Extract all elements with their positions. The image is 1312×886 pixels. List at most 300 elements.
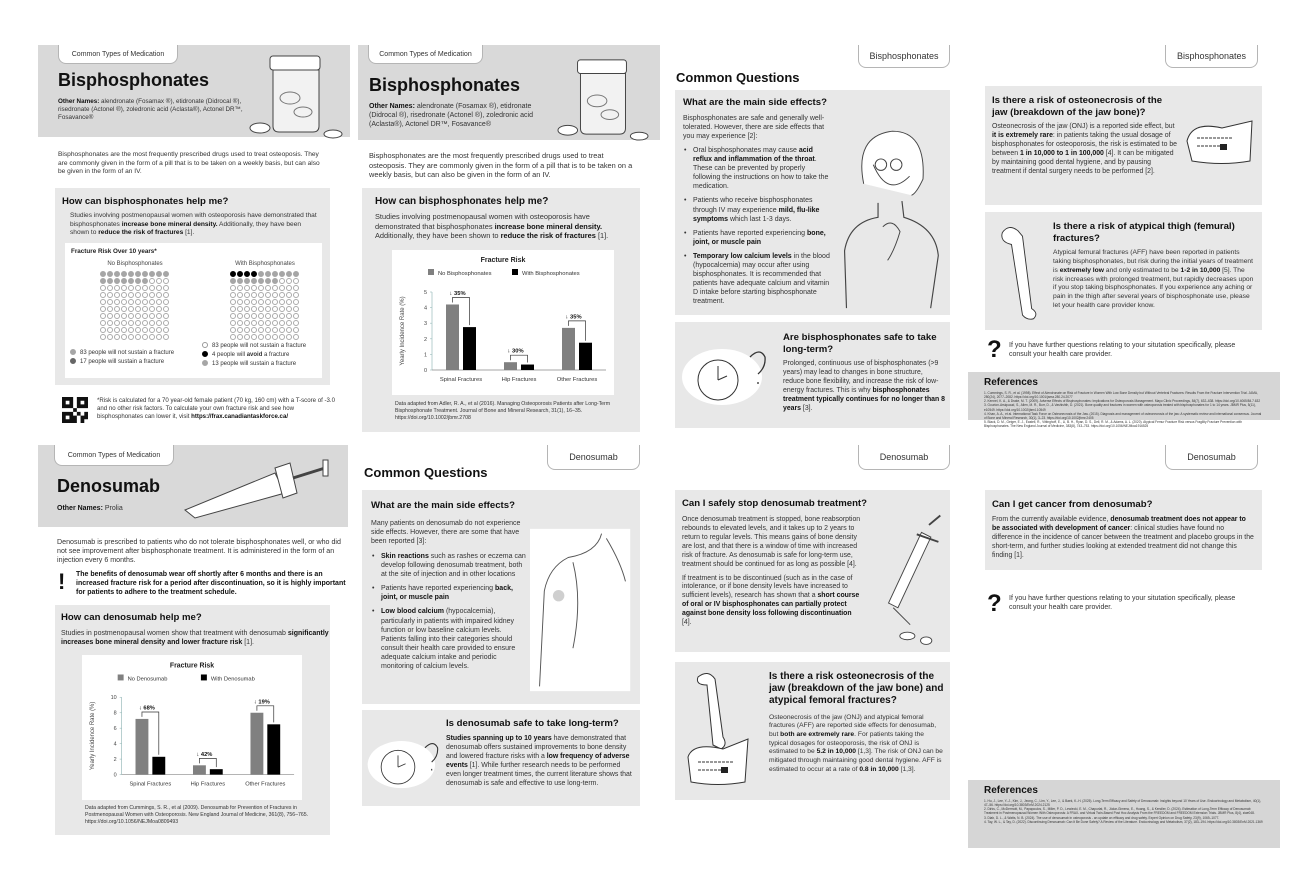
person-dot bbox=[244, 320, 250, 326]
text-segment: . These can be prevented by properly following the instructions on how to take the medication. bbox=[693, 156, 829, 191]
tab-common-types-2[interactable]: Common Types of Medication bbox=[368, 45, 483, 64]
person-dot bbox=[149, 327, 155, 333]
legend-entry bbox=[202, 342, 306, 351]
person-dot bbox=[121, 313, 127, 319]
person-dot bbox=[251, 278, 257, 284]
text-segment: *Risk is calculated for a 70 year-old female patient (70 kg, 160 cm) with a T-score of -3.0 and no other risk factors. To calculate your own fracture risk and see how bisphosphonates can lower it, visit bbox=[97, 397, 335, 420]
person-dot bbox=[107, 320, 113, 326]
person-dot bbox=[114, 334, 120, 340]
person-dot bbox=[128, 278, 134, 284]
person-dot bbox=[272, 334, 278, 340]
person-dot bbox=[272, 320, 278, 326]
legend-entry bbox=[70, 349, 174, 358]
bis-fracture-chart bbox=[392, 250, 614, 395]
page-title-den: Denosumab bbox=[57, 476, 161, 496]
text-segment: [4]. It can be mitigated by maintaining good dental hygiene, and by pausing treatment if dental surgery needs to be performed [2]. bbox=[992, 150, 1174, 176]
text-segment: bone, joint, or muscle pain bbox=[693, 229, 826, 246]
person-dot bbox=[149, 292, 155, 298]
person-dot bbox=[272, 292, 278, 298]
person-dot bbox=[156, 320, 162, 326]
y-tick-label: 3 bbox=[423, 321, 427, 328]
y-tick-label: 4 bbox=[423, 305, 427, 312]
thigh-box bbox=[985, 212, 1262, 330]
pictogram-group-label: No Bisphosphonates bbox=[107, 261, 163, 267]
den-chart-card bbox=[82, 655, 302, 800]
long-term-heading: Are bisphosphonates safe to take long-term? bbox=[783, 332, 937, 355]
text-segment: reduce the risk of fractures bbox=[500, 231, 596, 241]
y-tick-label: 4 bbox=[113, 741, 117, 748]
person-dot bbox=[237, 320, 243, 326]
person-dot bbox=[107, 285, 113, 291]
text-segment: acid reflux and inflammation of the throat bbox=[693, 146, 815, 164]
reduction-label: ↓ 42% bbox=[196, 751, 213, 758]
person-dot bbox=[135, 271, 141, 277]
other-names-2 bbox=[369, 102, 554, 129]
intro-text: Bisphosphonates are the most frequently prescribed drugs used to treat osteoposis. They are commonly given in the form of a pill that is to be taken on a weekly basis, but can also be given in the form of an IV. bbox=[58, 151, 320, 176]
person-dot bbox=[149, 271, 155, 277]
reference-item: 4. Khan, A. A., et al. International Task Force on Osteonecrosis of the Jaw. (2015). Diagnosis and management of osteonecrosis of the jaw: A systematic review and international consensus. Journal of Bone and Mineral Research, 30(1), 3–23. https://doi.org/10.1002/jbmr.2405 bbox=[984, 411, 1262, 420]
den-side-effects-intro: Many patients on denosumab do not experience side effects. However, there are some that have been reported [3]: bbox=[371, 519, 521, 545]
person-dot bbox=[100, 271, 106, 277]
person-dot bbox=[128, 306, 134, 312]
references-title: References bbox=[984, 377, 1038, 388]
person-dot bbox=[251, 306, 257, 312]
text-segment: From the currently available evidence, bbox=[992, 515, 1111, 523]
person-dot bbox=[237, 299, 243, 305]
legend-swatch bbox=[118, 674, 124, 680]
text-segment: 0.8 in 10,000 bbox=[859, 765, 899, 773]
reference-item: 1. Cummings, S. R., et al. (1998). Effect of Alendronate on Risk of Fracture in Women With Low Bone Density but Without Vertebral Fractures: Results From the Fracture Intervention Trial. JAMA, 280(24), 2077–2082. https://doi.org/10.1001/jama.280.24.2077 bbox=[984, 391, 1258, 400]
person-dot bbox=[163, 299, 169, 305]
person-dot bbox=[135, 320, 141, 326]
den-side-effects-content bbox=[371, 500, 526, 681]
woman-illustration bbox=[835, 115, 945, 310]
y-tick-label: 0 bbox=[423, 368, 427, 374]
text-segment: reduce the risk of fractures bbox=[98, 229, 184, 237]
text-segment: Atypical femural fractures (AFF) have been reported in patients taking bisphosphonates, but risk during the initial years of treatment is bbox=[1053, 249, 1253, 274]
bar-no-denosumab bbox=[193, 765, 206, 774]
side-effects-heading: What are the main side effects? bbox=[683, 97, 827, 108]
long-term-content bbox=[783, 332, 945, 419]
den-long-term-box bbox=[362, 710, 640, 806]
person-dot bbox=[135, 278, 141, 284]
list-item bbox=[683, 196, 833, 223]
person-dot bbox=[100, 320, 106, 326]
tab-common-types-3[interactable]: Common Types of Medication bbox=[54, 445, 174, 466]
text-segment: such as rashes or eczema can develop following denosumab treatment, both at the site of injection and in other locations bbox=[381, 552, 526, 579]
person-dot bbox=[135, 299, 141, 305]
person-dot bbox=[230, 285, 236, 291]
person-dot bbox=[258, 334, 264, 340]
person-dot bbox=[128, 320, 134, 326]
person-dot bbox=[279, 334, 285, 340]
x-tick-label: Hip Fractures bbox=[501, 377, 537, 383]
person-dot bbox=[114, 285, 120, 291]
text-segment: increase bone mineral density. bbox=[121, 220, 218, 228]
person-dot bbox=[163, 292, 169, 298]
person-dot bbox=[135, 327, 141, 333]
text-segment: [1,3]. bbox=[898, 765, 916, 773]
den-jaw-content bbox=[769, 671, 944, 779]
person-dot bbox=[142, 334, 148, 340]
person-dot bbox=[156, 313, 162, 319]
person-dot bbox=[114, 306, 120, 312]
text-segment: Patients have reported experiencing bbox=[693, 229, 808, 237]
shoulder-injection-illustration bbox=[530, 520, 635, 700]
cancer-text bbox=[992, 516, 1254, 561]
reference-item: 1. Hu, J., Lee, Y.-J., Kim, J., Jeong, C., Lim, Y., Lee, J., & Baek, K.-H. (2025). Long-Term Efficacy and Safety of Denosumab: Insights beyond 10 Years of Use. Endocrinology and Metabolism, 40(1), 47–56. https://doi.org/10.3803/EnM.2024.2125 bbox=[984, 799, 1262, 808]
text-segment: Studies spanning up to 10 years bbox=[446, 734, 552, 742]
person-dot bbox=[286, 299, 292, 305]
person-dot bbox=[121, 334, 127, 340]
person-dot bbox=[272, 271, 278, 277]
person-dot bbox=[149, 306, 155, 312]
text-segment: Studies involving postmenopausal women with osteoporosis have demonstrated that bisphosphonates bbox=[375, 212, 590, 231]
text-segment: which last 1-3 days. bbox=[728, 215, 792, 223]
text-segment: [3]. bbox=[801, 405, 813, 413]
text-segment: 17 people will sustain a fracture bbox=[80, 359, 165, 365]
text-segment: [5]. The risk increases with prolonged treatment, but rapidly decreases upon if you stop taking bisphosphonates. If you experience any aching or pain in the thigh after several years of bisphosphonate use, please let your health care provider know. bbox=[1053, 266, 1254, 309]
reduction-label: ↓ 19% bbox=[253, 699, 270, 706]
intro-text-2: Bisphosphonates are the most frequently prescribed drugs used to treat osteoposis. They are commonly given in the form of a pill that is to be taken on a weekly basis, but can also be given in the form of an IV. bbox=[369, 151, 633, 180]
person-dot bbox=[107, 327, 113, 333]
text-segment: : in patients taking the usual dosage of bisphosphonates for osteoporosis, the risk is estimated to be between bbox=[992, 132, 1178, 158]
person-dot bbox=[149, 278, 155, 284]
person-dot bbox=[121, 306, 127, 312]
person-dot bbox=[100, 306, 106, 312]
legend-entry bbox=[70, 358, 174, 367]
person-dot bbox=[156, 285, 162, 291]
den-warning: The benefits of denosumab wear off shortly after 6 months and there is an increased fracture risk for a period after discontinuation, so it is highly important for patients to adhere to the treatment schedule. bbox=[76, 571, 346, 596]
person-dot bbox=[293, 292, 299, 298]
qr-code-icon[interactable] bbox=[62, 397, 88, 423]
person-dot bbox=[272, 313, 278, 319]
reference-item: 2. Dirks, C., McDermott, M., Papapoulos, S., Miller, P. D., Lewiecki, E. M., Chapurlat, R., Jódar-Gimeno, E., Huang, S., & Kendler, D. (2024). Estimation of Long-Term Efficacy of Denosumab Treatment in Postmenopausal Women With Osteoporosis: A FRAX- and Virtual Twin-Based Post Hoc Analysis From the FREEDOM and FREEDOM Extension Trials. JBMR Plus, 8(4), ziae048. bbox=[984, 807, 1255, 816]
legend-dot-icon bbox=[70, 349, 76, 355]
person-dot bbox=[286, 320, 292, 326]
text-segment: 83 people will not sustain a fracture bbox=[80, 350, 175, 356]
x-tick-label: Other Fractures bbox=[245, 781, 286, 788]
person-dot bbox=[237, 327, 243, 333]
tab-denosumab-2[interactable]: Denosumab bbox=[858, 445, 950, 470]
person-dot bbox=[265, 313, 271, 319]
person-dot bbox=[244, 278, 250, 284]
references-den bbox=[968, 780, 1280, 848]
person-dot bbox=[135, 285, 141, 291]
text-segment: denosumab treatment does not appear to be associated with development of cancer bbox=[992, 515, 1246, 532]
stop-heading: Can I safely stop denosumab treatment? bbox=[682, 498, 867, 509]
text-segment: 1 in 10,000 to 1 in 100,000 bbox=[1019, 150, 1104, 158]
stop-content bbox=[682, 498, 867, 633]
list-item bbox=[371, 607, 526, 671]
text-segment: 5.2 in 10,000 bbox=[816, 748, 857, 756]
text-segment: 83 people will not sustain a fracture bbox=[212, 343, 307, 349]
person-dot bbox=[258, 313, 264, 319]
thigh-content bbox=[1053, 221, 1256, 315]
y-axis-label: Yearly Incidence Rate (%) bbox=[89, 701, 96, 771]
dot-grid bbox=[230, 271, 305, 340]
text-segment: : clinical studies have found no difference in the incidence of cancer between the treatment and placebo groups in the short-term, and further studies looking at extended treatment did not change this finding [1]. bbox=[992, 524, 1254, 559]
person-dot bbox=[128, 327, 134, 333]
list-item bbox=[371, 584, 526, 602]
person-dot bbox=[163, 278, 169, 284]
other-names-label: Other Names: bbox=[369, 103, 415, 110]
person-dot bbox=[286, 327, 292, 333]
legend-dot-icon bbox=[202, 342, 208, 348]
person-dot bbox=[107, 271, 113, 277]
pill-bottle-illustration bbox=[552, 52, 652, 142]
text-segment: . For patients taking the typical dosages for osteoporosis, the risk of ONJ is estimated to be bbox=[769, 730, 925, 756]
question-mark-icon-2: ? bbox=[987, 590, 1002, 617]
y-tick-label: 2 bbox=[423, 336, 427, 343]
person-dot bbox=[251, 299, 257, 305]
bar-with-bisphosphonates bbox=[521, 365, 534, 370]
person-dot bbox=[265, 278, 271, 284]
den-jaw-heading: Is there a risk osteonecrosis of the jaw (breakdown of the jaw bone) and atypical femoral fractures? bbox=[769, 671, 944, 707]
person-dot bbox=[237, 313, 243, 319]
person-dot bbox=[258, 271, 264, 277]
list-item bbox=[683, 229, 833, 247]
thigh-heading: Is there a risk of atypical thigh (femural) fractures? bbox=[1053, 221, 1235, 244]
tab-denosumab[interactable]: Denosumab bbox=[547, 445, 640, 470]
side-effects-intro: Bisphosphonates are safe and generally well-tolerated. However, there are side effects that you may experience [2]: bbox=[683, 114, 825, 140]
person-dot bbox=[121, 320, 127, 326]
person-dot bbox=[121, 278, 127, 284]
den-long-term-content bbox=[446, 718, 634, 794]
other-names-value: alendronate (Fosamax ®), etidronate (Didrocal ®), risedronate (Actonel ®), zoledronic acid (Aclasta®), Actonel DR™, Fosavance® bbox=[369, 103, 533, 129]
person-dot bbox=[156, 271, 162, 277]
person-dot bbox=[100, 292, 106, 298]
person-dot bbox=[107, 299, 113, 305]
person-dot bbox=[149, 313, 155, 319]
person-dot bbox=[230, 334, 236, 340]
bar-no-bisphosphonates bbox=[446, 304, 459, 370]
y-tick-label: 2 bbox=[113, 757, 117, 764]
person-dot bbox=[272, 306, 278, 312]
text-segment: have demonstrated that denosumab offers sustained improvements to bone density and lowered fracture risks with a bbox=[446, 734, 627, 760]
person-dot bbox=[156, 334, 162, 340]
person-dot bbox=[128, 299, 134, 305]
jaw-text bbox=[992, 123, 1177, 177]
tab-common-types[interactable]: Common Types of Medication bbox=[58, 45, 178, 64]
person-dot bbox=[230, 327, 236, 333]
den-help-heading: How can denosumab help me? bbox=[61, 612, 202, 623]
legend-swatch bbox=[428, 269, 434, 275]
person-dot bbox=[258, 320, 264, 326]
y-tick-label: 0 bbox=[113, 772, 117, 779]
person-dot bbox=[293, 278, 299, 284]
person-dot bbox=[163, 285, 169, 291]
person-dot bbox=[142, 299, 148, 305]
text-segment: 4 people will bbox=[212, 352, 247, 358]
person-dot bbox=[128, 285, 134, 291]
person-dot bbox=[279, 327, 285, 333]
den-jaw-text bbox=[769, 714, 944, 775]
dot-grid bbox=[100, 271, 175, 340]
person-dot bbox=[286, 313, 292, 319]
text-segment: Low blood calcium bbox=[381, 608, 445, 616]
side-effects-content bbox=[683, 97, 833, 316]
person-dot bbox=[100, 285, 106, 291]
den-chart-citation: Data adapted from Cummings, S. R., et al (2009). Denosumab for Prevention of Fractures in Postmenopausal Women with Osteoporosis. New England Journal of Medicine, 361(8), 756–765. https://doi.org/10.1056/NEJMoa0809493 bbox=[85, 805, 309, 825]
person-dot bbox=[286, 292, 292, 298]
reference-item: 5. Black, D. M., Geiger, E. J., Eastell, R., Vittinghoff, E., Li, B. H., Ryan, D. S., Dell, R. M., & Adams, A. L. (2020). Atypical Femur Fracture Risk versus Fragility Fracture Prevention with Bisphosphonates. The New England Journal of Medicine, 383(8), 743–753. https://doi.org/10.1056/NEJMoa1916525 bbox=[984, 420, 1242, 429]
stop-text-2 bbox=[682, 575, 862, 629]
den-help-box bbox=[55, 605, 330, 835]
text-segment: [4]. bbox=[682, 619, 692, 627]
person-dot bbox=[293, 299, 299, 305]
person-dot bbox=[135, 306, 141, 312]
other-names-label: Other Names: bbox=[58, 98, 100, 105]
text-segment: [1]. While further research needs to be performed even longer treatment times, the current literature shows that denosumab is safe and effective to use long-term. bbox=[446, 761, 632, 787]
y-tick-label: 6 bbox=[113, 726, 117, 733]
person-dot bbox=[100, 299, 106, 305]
person-dot bbox=[135, 334, 141, 340]
tab-bisphosphonates[interactable]: Bisphosphonates bbox=[858, 45, 950, 68]
person-dot bbox=[258, 306, 264, 312]
den-intro: Denosumab is prescribed to patients who do not tolerate bisphosphonates well, or who did not see improvement after bisphosphonate treatment. It is administered in the form of an injection every 6 months. bbox=[57, 538, 341, 565]
text-segment: [1]. bbox=[595, 231, 609, 241]
text-segment: Additionally, they have been shown to bbox=[375, 231, 501, 241]
person-dot bbox=[142, 271, 148, 277]
y-tick-label: 10 bbox=[110, 695, 117, 702]
exclamation-icon: ! bbox=[58, 569, 66, 594]
person-dot bbox=[293, 271, 299, 277]
person-dot bbox=[293, 334, 299, 340]
bar-no-denosumab bbox=[136, 719, 149, 775]
other-names-value: alendronate (Fosamax ®), etidronate (Didrocal ®), risedronate (Actonel ®), zoledronic acid (Aclasta®), Actonel DR™, Fosavance® bbox=[58, 98, 243, 122]
text-segment: Patients who receive bisphosphonates through IV may experience bbox=[693, 197, 813, 214]
legend-label: With Bisphosphonates bbox=[522, 271, 580, 277]
help-text bbox=[375, 212, 633, 241]
y-axis-label: Yearly Incidence Rate (%) bbox=[400, 296, 406, 366]
person-dot bbox=[163, 320, 169, 326]
pill-bottle-illustration bbox=[245, 48, 345, 140]
person-dot bbox=[156, 278, 162, 284]
person-dot bbox=[265, 271, 271, 277]
person-dot bbox=[286, 271, 292, 277]
den-fracture-chart bbox=[82, 655, 302, 800]
bar-no-bisphosphonates bbox=[562, 328, 575, 370]
person-dot bbox=[251, 285, 257, 291]
text-segment: If treatment is to be discontinued (such as in the case of intolerance, or if bone density levels have increased to sufficient levels), research has shown that a bbox=[682, 574, 853, 600]
bar-with-denosumab bbox=[152, 757, 165, 775]
text-segment: Patients have reported experiencing bbox=[381, 585, 496, 593]
text-segment: (hypocalcemia), particularly in patients with impaired kidney function or low baseline calcium levels. Patients falling into their categories should consult their health care provided to ensure adequate calcium intake and periodic monitoring of calcium levels. bbox=[381, 608, 516, 671]
tab-denosumab-3[interactable]: Denosumab bbox=[1165, 445, 1258, 470]
person-dot bbox=[114, 313, 120, 319]
person-dot bbox=[244, 292, 250, 298]
person-dot bbox=[251, 313, 257, 319]
person-dot bbox=[107, 313, 113, 319]
text-segment: increase bone mineral density. bbox=[494, 221, 603, 231]
person-dot bbox=[230, 271, 236, 277]
pictogram-with-bisphosphonates bbox=[225, 261, 305, 340]
person-dot bbox=[265, 306, 271, 312]
person-dot bbox=[135, 292, 141, 298]
syringe-pills-illustration bbox=[865, 512, 945, 647]
person-dot bbox=[128, 271, 134, 277]
den-side-effects-box bbox=[362, 490, 640, 704]
side-effects-box bbox=[675, 90, 950, 315]
person-dot bbox=[163, 313, 169, 319]
text-segment: Osteonecrosis of the jaw (ONJ) is a reported side effect, but bbox=[992, 123, 1175, 131]
person-dot bbox=[293, 306, 299, 312]
list-item bbox=[683, 252, 833, 307]
legend-swatch bbox=[201, 674, 207, 680]
den-side-effects-list bbox=[371, 552, 526, 676]
reference-item: 4. Tay, W. L., & Tay, D. (2022). Discontinuing Denosumab: Can It Be Done Safely? A Review of the Literature. Endocrinology and Metabolism, 37(2), 183–194. https://doi.org/10.3803/EnM.2021.1369 bbox=[984, 819, 1263, 824]
y-tick-label: 5 bbox=[423, 290, 427, 296]
question-mark-icon: ? bbox=[987, 336, 1002, 363]
text-segment: extremely low bbox=[1059, 266, 1104, 274]
person-dot bbox=[265, 334, 271, 340]
cancer-content bbox=[992, 499, 1254, 566]
person-dot bbox=[149, 299, 155, 305]
common-questions-heading-2: Common Questions bbox=[364, 465, 488, 480]
person-dot bbox=[149, 320, 155, 326]
person-dot bbox=[265, 292, 271, 298]
person-dot bbox=[279, 299, 285, 305]
person-dot bbox=[114, 299, 120, 305]
references-title: References bbox=[984, 785, 1038, 796]
bar-with-denosumab bbox=[210, 769, 223, 774]
cancer-box bbox=[985, 490, 1262, 570]
help-text bbox=[70, 212, 320, 238]
person-dot bbox=[128, 313, 134, 319]
references-list bbox=[968, 799, 1280, 824]
person-dot bbox=[237, 306, 243, 312]
text-segment: Skin reactions bbox=[381, 552, 429, 560]
text-segment: 1-2 in 10,000 bbox=[1180, 266, 1221, 274]
other-names-label: Other Names: bbox=[57, 505, 103, 512]
person-dot bbox=[128, 334, 134, 340]
text-segment: low frequency of adverse events bbox=[446, 752, 630, 769]
person-dot bbox=[121, 285, 127, 291]
person-dot bbox=[142, 313, 148, 319]
person-dot bbox=[230, 278, 236, 284]
reference-item: 3. Gourion-Arsiquaud, S., Allen, M. R., Burr, D., & Vashishth, D. (2021). Bone quality and fractures in women with osteoporosis treated with bisphosphonates for 1 to 14 years. JBMR Plus, 5(11), e10549. https://doi.org/10.1002/jbm4.10549 bbox=[984, 403, 1256, 412]
y-tick-label: 1 bbox=[423, 352, 427, 359]
person-dot bbox=[163, 271, 169, 277]
person-dot bbox=[251, 334, 257, 340]
text-segment: it is extremely rare bbox=[992, 132, 1053, 140]
chart-title: Fracture Risk bbox=[169, 662, 215, 670]
person-dot bbox=[107, 334, 113, 340]
person-dot bbox=[286, 278, 292, 284]
person-dot bbox=[286, 285, 292, 291]
person-dot bbox=[156, 306, 162, 312]
person-dot bbox=[286, 306, 292, 312]
text-segment: both are extremely rare bbox=[780, 730, 855, 738]
person-dot bbox=[244, 313, 250, 319]
clock-question-icon bbox=[366, 735, 446, 790]
den-side-effects-heading: What are the main side effects? bbox=[371, 500, 515, 511]
person-dot bbox=[237, 271, 243, 277]
person-dot bbox=[272, 278, 278, 284]
person-dot bbox=[272, 285, 278, 291]
person-dot bbox=[265, 299, 271, 305]
person-dot bbox=[244, 285, 250, 291]
person-dot bbox=[107, 278, 113, 284]
reference-item: 3. Diab, D. L., & Watts, N. B. (2024). The use of denosumab in osteoporosis - an update on efficacy and drug safety. Expert Opinion on Drug Safety, 23(9), 1069–1077. bbox=[984, 815, 1220, 820]
tab-bisphosphonates-2[interactable]: Bisphosphonates bbox=[1165, 45, 1258, 68]
person-dot bbox=[279, 306, 285, 312]
person-dot bbox=[100, 278, 106, 284]
person-dot bbox=[114, 271, 120, 277]
person-dot bbox=[279, 285, 285, 291]
text-segment: and only estimated to be bbox=[1103, 266, 1181, 274]
